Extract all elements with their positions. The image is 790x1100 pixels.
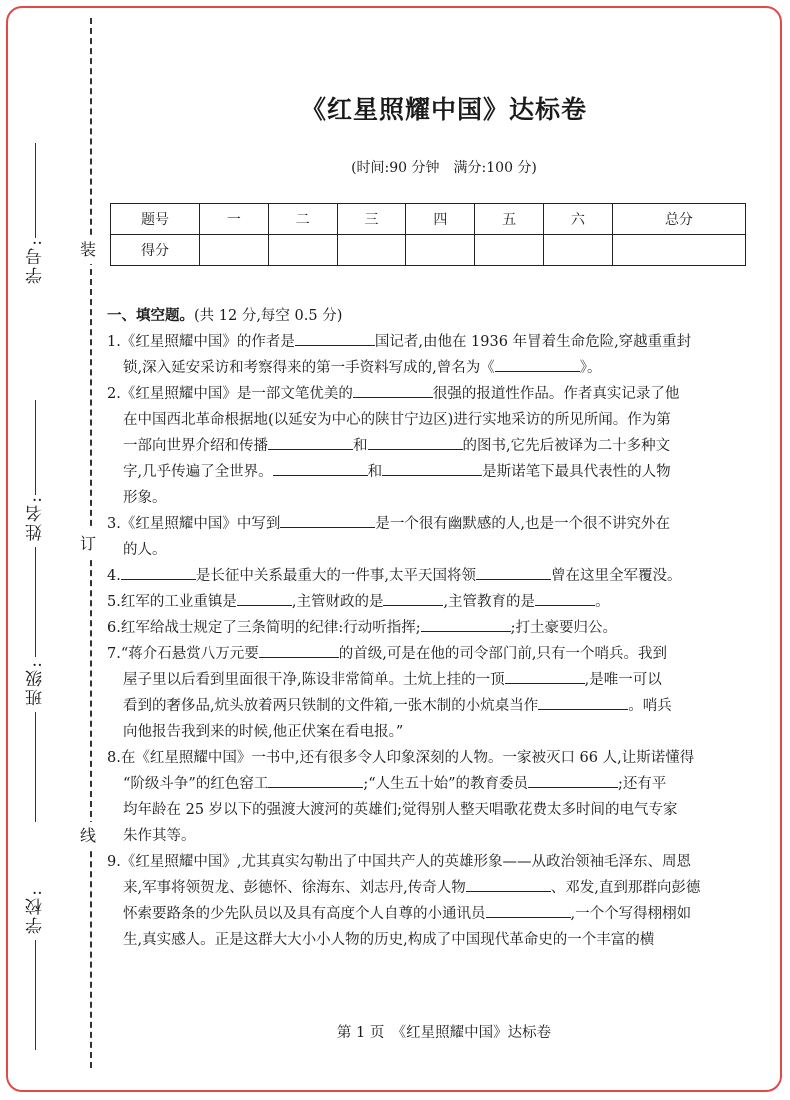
- q3-text: 是一个很有幽默感的人,也是一个很不讲究外在: [375, 516, 670, 532]
- q7-text: 的首级,可是在他的司令部门前,只有一个哨兵。我到: [338, 646, 667, 662]
- q2-text: 2.《红星照耀中国》是一部文笔优美的: [107, 386, 353, 402]
- name-write-line-lower[interactable]: [35, 547, 36, 657]
- score-cell[interactable]: [475, 235, 544, 266]
- name-label: 姓名:: [25, 495, 46, 541]
- page-footer: 第 1 页 《红星照耀中国》达标卷: [336, 1025, 552, 1041]
- q2-text: 字,几乎传遍了全世界。: [123, 464, 273, 480]
- question-1: [107, 329, 747, 381]
- q2-text: 和: [353, 438, 368, 454]
- student-id-write-line[interactable]: [35, 143, 36, 238]
- score-table-header-cell: 题号: [111, 204, 200, 235]
- q2-text: 是斯诺笔下最具代表性的人物: [482, 464, 671, 480]
- q8-text: “阶级斗争”的红色窑工: [123, 776, 269, 792]
- answer-blank[interactable]: [528, 773, 618, 788]
- q5-text: ,主管教育的是: [443, 594, 536, 610]
- score-table-header-cell: 五: [475, 204, 544, 235]
- section-title: 一、填空题。: [107, 307, 194, 324]
- answer-blank[interactable]: [268, 773, 363, 788]
- question-content: [107, 303, 747, 953]
- answer-blank[interactable]: [535, 591, 595, 606]
- score-cell[interactable]: [612, 235, 745, 266]
- score-cell[interactable]: [544, 235, 613, 266]
- q1-text: 》。: [579, 360, 602, 376]
- question-6: [107, 615, 747, 641]
- question-9: [107, 849, 747, 953]
- score-table-header-cell: 三: [337, 204, 406, 235]
- q9-text: 9.《红星照耀中国》,尤其真实勾勒出了中国共产人的英雄形象——从政治领袖毛泽东、周恩: [107, 854, 691, 870]
- q7-text: 看到的奢侈品,炕头放着两只铁制的文件箱,一张木制的小炕桌当作: [123, 698, 539, 714]
- q4-text: 4.: [107, 568, 121, 584]
- q7-text: 向他报告我到来的时候,他正伏案在看电报。”: [123, 724, 404, 740]
- score-cell[interactable]: [337, 235, 406, 266]
- q1-text: 锁,深入延安采访和考察得来的第一手资料写成的,曾名为《: [123, 360, 495, 376]
- q2-text: 形象。: [123, 490, 167, 506]
- q3-text: 的人。: [123, 542, 167, 558]
- score-table-header-cell: 一: [200, 204, 269, 235]
- answer-blank[interactable]: [353, 383, 433, 398]
- q8-text: 均年龄在 25 岁以下的强渡大渡河的英雄们;觉得别人整天唱歌花费太多时间的电气专家: [123, 802, 678, 818]
- q4-text: 是长征中关系最重大的一件事,太平天国将领: [195, 568, 476, 584]
- q9-text: ,一个个写得栩栩如: [570, 906, 692, 922]
- school-label: 学校:: [25, 888, 46, 934]
- school-field[interactable]: [18, 888, 52, 1050]
- answer-blank[interactable]: [237, 591, 292, 606]
- q2-text: 在中国西北革命根据地(以延安为中心的陕甘宁边区)进行实地采访的所见所闻。作为第: [123, 412, 671, 428]
- answer-blank[interactable]: [421, 617, 511, 632]
- question-3: [107, 511, 747, 563]
- score-table-header-cell: 六: [544, 204, 613, 235]
- section-note: (共 12 分,每空 0.5 分): [194, 308, 343, 324]
- q1-text: 国记者,由他在 1936 年冒着生命危险,穿越重重封: [374, 334, 692, 350]
- score-cell[interactable]: [406, 235, 475, 266]
- q8-text: ;还有平: [618, 776, 667, 792]
- answer-blank[interactable]: [295, 331, 375, 346]
- q3-text: 3.《红星照耀中国》中写到: [107, 516, 281, 532]
- score-table: [110, 203, 746, 266]
- q2-text: 和: [367, 464, 383, 480]
- answer-blank[interactable]: [368, 435, 463, 450]
- name-write-line[interactable]: [35, 400, 36, 495]
- q5-text: 5.红军的工业重镇是: [107, 594, 237, 610]
- name-field[interactable]: [18, 400, 52, 657]
- q9-text: 怀索要路条的少先队员以及具有高度个人自尊的小通讯员: [123, 906, 486, 922]
- answer-blank[interactable]: [121, 565, 196, 580]
- answer-blank[interactable]: [280, 513, 375, 528]
- answer-blank[interactable]: [259, 643, 339, 658]
- score-cell[interactable]: [200, 235, 269, 266]
- q8-text: 8.在《红星照耀中国》一书中,还有很多令人印象深刻的人物。一家被灭口 66 人,让斯诺懂得: [107, 750, 695, 766]
- score-table-score-row: [111, 235, 746, 266]
- q2-text: 的图书,它先后被译为二十多种文: [462, 438, 671, 454]
- student-id-field[interactable]: [18, 143, 52, 284]
- question-5: [107, 589, 747, 615]
- answer-blank[interactable]: [538, 695, 628, 710]
- school-write-line[interactable]: [35, 940, 36, 1050]
- score-cell[interactable]: [268, 235, 337, 266]
- q6-text: 6.红军给战士规定了三条简明的纪律:行动听指挥;: [107, 620, 421, 636]
- q5-text: 。: [595, 594, 610, 610]
- exam-time-score: (时间:90 分钟 满分:100 分): [351, 160, 537, 176]
- q7-text: 。哨兵: [628, 698, 672, 714]
- score-table-header-cell: 总分: [612, 204, 745, 235]
- q2-text: 一部向世界介绍和传播: [123, 438, 268, 454]
- answer-blank[interactable]: [466, 877, 551, 892]
- answer-blank[interactable]: [382, 461, 482, 476]
- answer-blank[interactable]: [495, 357, 580, 372]
- binding-label-zhuang: 装: [80, 236, 96, 264]
- q4-text: 曾在这里全军覆没。: [550, 568, 682, 584]
- question-4: [107, 563, 747, 589]
- answer-blank[interactable]: [273, 461, 368, 476]
- student-id-label: 学号:: [25, 238, 46, 284]
- page-title: 《红星照耀中国》达标卷: [300, 95, 587, 124]
- q9-text: 生,真实感人。正是这群大大小小人物的历史,构成了中国现代革命史的一个丰富的横: [123, 932, 655, 948]
- q5-text: ,主管财政的是: [291, 594, 384, 610]
- question-8: [107, 745, 747, 849]
- question-7: [107, 641, 747, 745]
- q6-text: ;打土豪要归公。: [510, 620, 617, 636]
- answer-blank[interactable]: [505, 669, 585, 684]
- q2-text: 很强的报道性作品。作者真实记录了他: [432, 386, 680, 402]
- q9-text: 、邓发,直到那群向彭德: [550, 880, 701, 896]
- q8-text: ;“人生五十始”的教育委员: [363, 776, 529, 792]
- section-heading: [107, 303, 747, 329]
- answer-blank[interactable]: [383, 591, 443, 606]
- class-label: 班级:: [25, 660, 46, 706]
- score-table-header-row: [111, 204, 746, 235]
- binding-label-xian: 线: [80, 822, 96, 850]
- score-table-header-cell: 四: [406, 204, 475, 235]
- q7-text: 屋子里以后看到里面很干净,陈设非常简单。土炕上挂的一顶: [123, 672, 505, 688]
- q9-text: 来,军事将领贺龙、彭德怀、徐海东、刘志丹,传奇人物: [123, 880, 466, 896]
- answer-blank[interactable]: [486, 903, 571, 918]
- score-row-label: 得分: [111, 235, 200, 266]
- answer-blank[interactable]: [476, 565, 551, 580]
- score-table-header-cell: 二: [268, 204, 337, 235]
- class-field[interactable]: [18, 660, 52, 822]
- q8-text: 朱作其等。: [123, 828, 196, 844]
- q1-text: 1.《红星照耀中国》的作者是: [107, 334, 295, 350]
- class-write-line[interactable]: [35, 712, 36, 822]
- answer-blank[interactable]: [268, 435, 353, 450]
- question-2: [107, 381, 747, 511]
- q7-text: ,是唯一可以: [584, 672, 662, 688]
- binding-label-ding: 订: [80, 530, 96, 558]
- q7-text: 7.“蒋介石悬赏八万元要: [107, 646, 259, 662]
